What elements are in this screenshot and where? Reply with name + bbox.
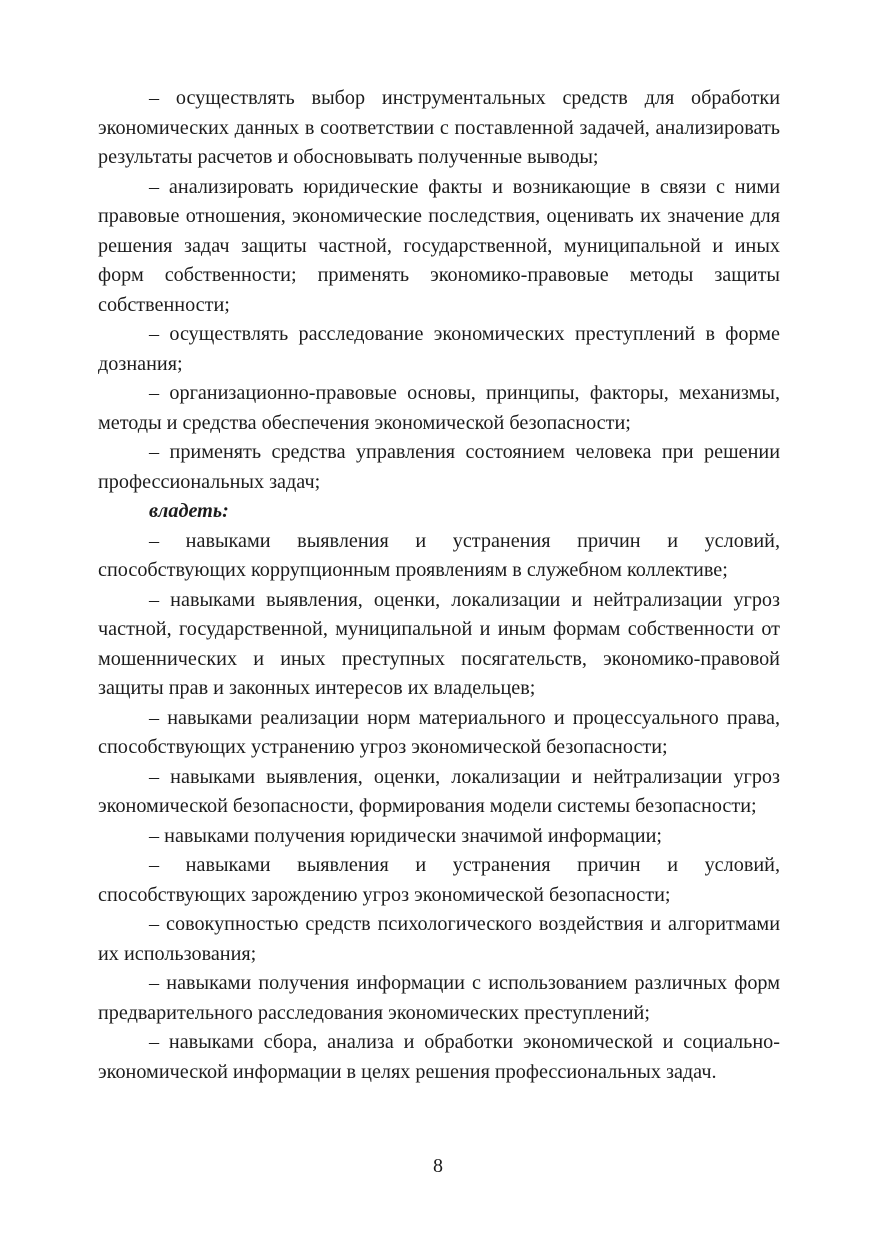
list-item: – навыками реализации норм материального и процессуального права, способствующих устранению угроз экономической безопасности; <box>98 706 780 758</box>
list-item: – навыками получения информации с использованием различных форм предварительного расследования экономических преступлений; <box>98 972 780 1024</box>
section-heading: владеть: <box>149 500 229 522</box>
page-number: 8 <box>433 1155 443 1177</box>
list-item: – навыками выявления и устранения причин и условий, способствующих зарождению угроз экономической безопасности; <box>98 854 780 906</box>
list-item: – осуществлять выбор инструментальных средств для обработки экономических данных в соответствии с поставленной задачей, анализировать результаты расчетов и обосновывать полученные выводы; <box>98 87 780 168</box>
page-text <box>98 84 780 1087</box>
list-item: – анализировать юридические факты и возникающие в связи с ними правовые отношения, экономические последствия, оценивать их значение для решения задач защиты частной, государственной, муниципальной и иных форм собственности; применять экономико-правовые методы защиты собственности; <box>98 175 780 316</box>
list-item: – осуществлять расследование экономических преступлений в форме дознания; <box>98 323 780 375</box>
list-item: – организационно-правовые основы, принципы, факторы, механизмы, методы и средства обеспечения экономической безопасности; <box>98 382 780 434</box>
list-item: – навыками выявления и устранения причин и условий, способствующих коррупционным проявлениям в служебном коллективе; <box>98 529 780 581</box>
list-item: – навыками получения юридически значимой информации; <box>149 824 663 847</box>
list-item: – навыками выявления, оценки, локализации и нейтрализации угроз экономической безопасности, формирования модели системы безопасности; <box>98 765 780 817</box>
list-item: – применять средства управления состоянием человека при решении профессиональных задач; <box>98 441 780 493</box>
list-item: – навыками сбора, анализа и обработки экономической и социально-экономической информации в целях решения профессиональных задач. <box>98 1031 780 1083</box>
list-item: – навыками выявления, оценки, локализации и нейтрализации угроз частной, государственной, муниципальной и иным формам собственности от мошеннических и иных преступных посягательств, экономико-правовой защиты прав и законных интересов их владельцев; <box>98 588 780 699</box>
list-item: – совокупностью средств психологического воздействия и алгоритмами их использования; <box>98 913 780 965</box>
